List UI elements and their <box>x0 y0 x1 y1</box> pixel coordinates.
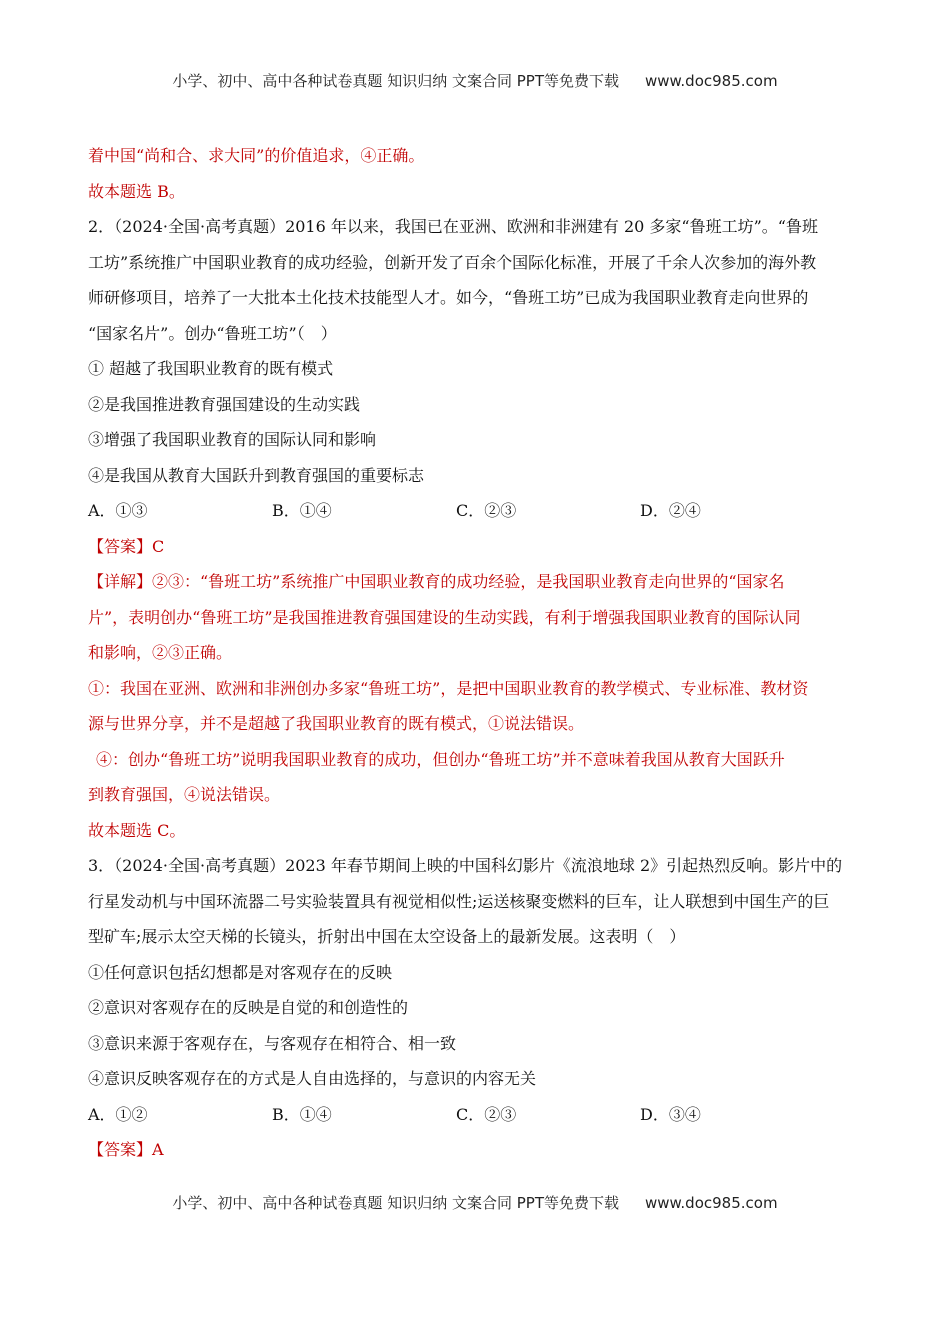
q2-option-b: B．①④ <box>272 501 332 520</box>
q2-option-d: D．②④ <box>640 501 701 520</box>
q2-statement: ④是我国从教育大国跃升到教育强国的重要标志 <box>88 465 425 485</box>
q2-options <box>88 499 868 523</box>
q3-stem-line: 型矿车;展示太空天梯的长镜头，折射出中国在太空设备上的最新发展。这表明（ ） <box>88 927 686 946</box>
q1-conclusion: 故本题选 B。 <box>88 181 185 201</box>
q3-statement: ④意识反映客观存在的方式是人自由选择的，与意识的内容无关 <box>88 1069 537 1088</box>
q2-analysis-line: 到教育强国，④说法错误。 <box>88 785 281 804</box>
q3-option-d: D．③④ <box>640 1104 701 1124</box>
q3-option-a: A．①② <box>88 1104 148 1124</box>
q2-option-c: C．②③ <box>456 501 517 520</box>
footer-text: 小学、初中、高中各种试卷真题 知识归纳 文案合同 PPT等免费下载 <box>172 1194 619 1212</box>
q3-answer: 【答案】A <box>88 1140 164 1159</box>
q2-analysis-line: ①：我国在亚洲、欧洲和非洲创办多家“鲁班工坊”，是把中国职业教育的教学模式、专业标准、教材资 <box>88 678 809 698</box>
q2-statement: ②是我国推进教育强国建设的生动实践 <box>88 394 361 414</box>
q3-option-c: C．②③ <box>456 1104 517 1124</box>
q3-option-b: B．①④ <box>272 1104 332 1124</box>
page-footer <box>0 1192 950 1213</box>
q3-statement: ②意识对客观存在的反映是自觉的和创造性的 <box>88 998 409 1017</box>
q2-answer: 【答案】C <box>88 536 165 556</box>
q3-statement: ③意识来源于客观存在，与客观存在相符合、相一致 <box>88 1033 457 1053</box>
q2-stem-line: 2．（2024·全国·高考真题）2016 年以来，我国已在亚洲、欧洲和非洲建有 20 多家“鲁班工坊”。“鲁班 <box>88 217 818 236</box>
q3-stem-line: 3．（2024·全国·高考真题）2023 年春节期间上映的中国科幻影片《流浪地球 2》引起热烈反响。影片中的 <box>88 856 843 875</box>
q2-analysis-line: ④：创办“鲁班工坊”说明我国职业教育的成功，但创办“鲁班工坊”并不意味着我国从教育大国跃升 <box>96 749 785 769</box>
header-site: www.doc985.com <box>644 72 778 90</box>
document-body <box>88 144 868 1174</box>
q3-statement: ①任何意识包括幻想都是对客观存在的反映 <box>88 962 393 982</box>
footer-site: www.doc985.com <box>644 1194 778 1212</box>
q3-stem-line: 行星发动机与中国环流器二号实验装置具有视觉相似性;运送核聚变燃料的巨车，让人联想到中国生产的巨 <box>88 891 830 911</box>
q2-analysis-line: 片”，表明创办“鲁班工坊”是我国推进教育强国建设的生动实践，有利于增强我国职业教育的国际认同 <box>88 607 801 627</box>
q2-conclusion: 故本题选 C。 <box>88 820 186 840</box>
q2-analysis-line: 和影响，②③正确。 <box>88 643 233 662</box>
q2-statement: ③增强了我国职业教育的国际认同和影响 <box>88 430 377 449</box>
q2-stem-line: “国家名片”。创办“鲁班工坊”（ ） <box>88 323 337 343</box>
q3-options <box>88 1103 868 1127</box>
header-text: 小学、初中、高中各种试卷真题 知识归纳 文案合同 PPT等免费下载 <box>172 72 619 90</box>
q1-analysis-tail: 着中国“尚和合、求大同”的价值追求，④正确。 <box>88 146 425 165</box>
q2-analysis-line: 【详解】②③：“鲁班工坊”系统推广中国职业教育的成功经验，是我国职业教育走向世界的“国家名 <box>88 572 785 591</box>
q2-stem-line: 工坊”系统推广中国职业教育的成功经验，创新开发了百余个国际化标准，开展了千余人次参加的海外教 <box>88 252 817 272</box>
q2-stem-line: 师研修项目，培养了一大批本土化技术技能型人才。如今，“鲁班工坊”已成为我国职业教育走向世界的 <box>88 288 809 307</box>
q2-analysis-line: 源与世界分享，并不是超越了我国职业教育的既有模式，①说法错误。 <box>88 714 585 733</box>
page-header <box>0 70 950 91</box>
q2-statement: ① 超越了我国职业教育的既有模式 <box>88 359 334 378</box>
q2-option-a: A．①③ <box>88 501 148 520</box>
